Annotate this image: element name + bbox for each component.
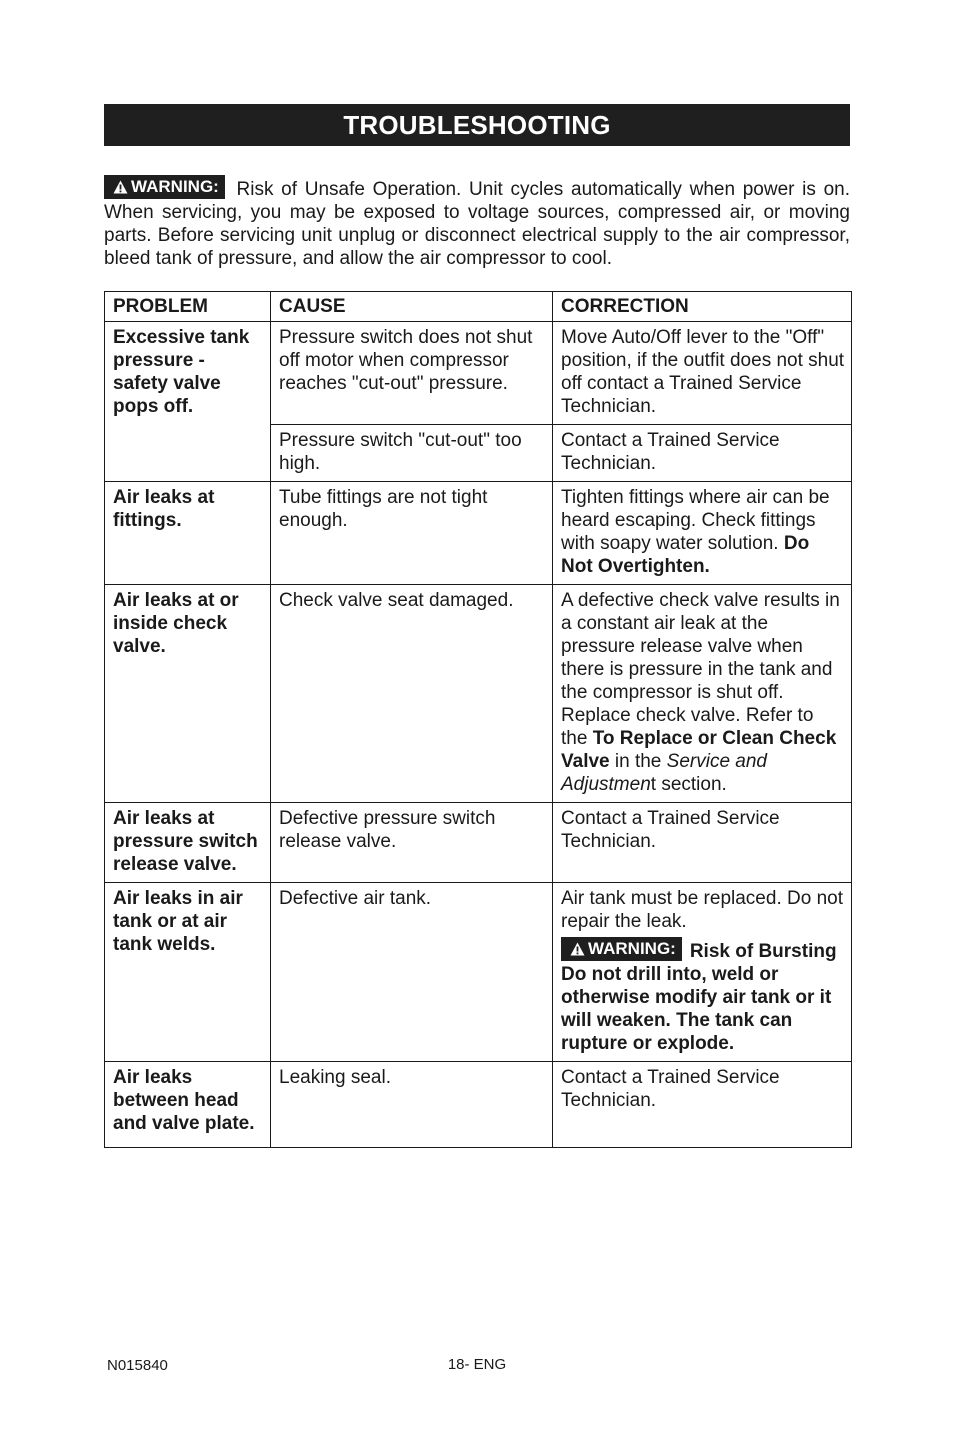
warning-badge <box>104 175 225 199</box>
correction-text: Air tank must be replaced. Do not repair the leak. <box>561 888 843 932</box>
problem-cell: Excessive tank pressure - safety valve pops off. <box>105 322 271 482</box>
warning-badge-label: WARNING: <box>131 177 219 196</box>
cause-cell: Pressure switch "cut-out" too high. <box>271 425 553 482</box>
table-row <box>105 322 852 425</box>
correction-cell: Contact a Trained Service Technician. <box>553 425 852 482</box>
header-correction: CORRECTION <box>553 292 852 322</box>
cause-cell: Check valve seat damaged. <box>271 585 553 803</box>
table-row <box>105 585 852 803</box>
correction-cell <box>553 585 852 803</box>
bursting-warning-text: Risk of Bursting Do not drill into, weld or otherwise modify air tank or it will weaken. The tank can rupture or explode. <box>561 941 837 1054</box>
correction-cell: Contact a Trained Service Technician. <box>553 1062 852 1148</box>
warning-badge-label: WARNING: <box>588 939 676 958</box>
problem-cell: Air leaks in air tank or at air tank welds. <box>105 883 271 1062</box>
problem-cell: Air leaks between head and valve plate. <box>105 1062 271 1148</box>
cause-cell: Defective pressure switch release valve. <box>271 803 553 883</box>
section-reference: To Replace or Clean Check Valve <box>561 728 837 772</box>
correction-text: A defective check valve results in a constant air leak at the pressure release valve when there is pressure in the tank and the compressor is shut off. Replace check valve. Refer to the <box>561 590 840 749</box>
intro-warning <box>104 175 850 270</box>
correction-text-end: t section. <box>650 774 727 795</box>
section-name: Service and Adjustmen <box>561 751 767 795</box>
bursting-warning <box>561 937 845 1055</box>
cause-cell: Pressure switch does not shut off motor when compressor reaches "cut-out" pressure. <box>271 322 553 425</box>
table-header-row <box>105 292 852 322</box>
table-row <box>105 1062 852 1148</box>
problem-cell: Air leaks at or inside check valve. <box>105 585 271 803</box>
problem-cell: Air leaks at pressure switch release valve. <box>105 803 271 883</box>
table-row <box>105 803 852 883</box>
header-problem: PROBLEM <box>105 292 271 322</box>
correction-cell: Move Auto/Off lever to the "Off" position, if the outfit does not shut off contact a Trained Service Technician. <box>553 322 852 425</box>
table-row <box>105 883 852 1062</box>
troubleshooting-table <box>104 291 852 1148</box>
correction-text-mid: in the <box>614 751 662 772</box>
problem-cell: Air leaks at fittings. <box>105 482 271 585</box>
warning-triangle-icon <box>113 180 128 194</box>
table-row <box>105 482 852 585</box>
header-cause: CAUSE <box>271 292 553 322</box>
cause-cell: Leaking seal. <box>271 1062 553 1148</box>
correction-cell: Contact a Trained Service Technician. <box>553 803 852 883</box>
warning-badge <box>561 937 682 961</box>
page-number: 18- ENG <box>447 1356 507 1373</box>
correction-cell <box>553 883 852 1062</box>
document-number: N015840 <box>107 1357 168 1374</box>
page-title: TROUBLESHOOTING <box>104 104 850 146</box>
correction-cell <box>553 482 852 585</box>
warning-triangle-icon <box>570 942 585 956</box>
correction-emphasis: Do Not Overtighten. <box>561 533 810 577</box>
correction-text: Tighten fittings where air can be heard escaping. Check fittings with soapy water solution. <box>561 487 830 554</box>
cause-cell: Tube fittings are not tight enough. <box>271 482 553 585</box>
intro-warning-text: Risk of Unsafe Operation. Unit cycles automatically when power is on. When servicing, you may be exposed to voltage sources, compressed air, or moving parts. Before servicing unit unplug or disconnect electrical supply to the air compressor, bleed tank of pressure, and allow the air compressor to cool. <box>104 179 850 269</box>
cause-cell: Defective air tank. <box>271 883 553 1062</box>
